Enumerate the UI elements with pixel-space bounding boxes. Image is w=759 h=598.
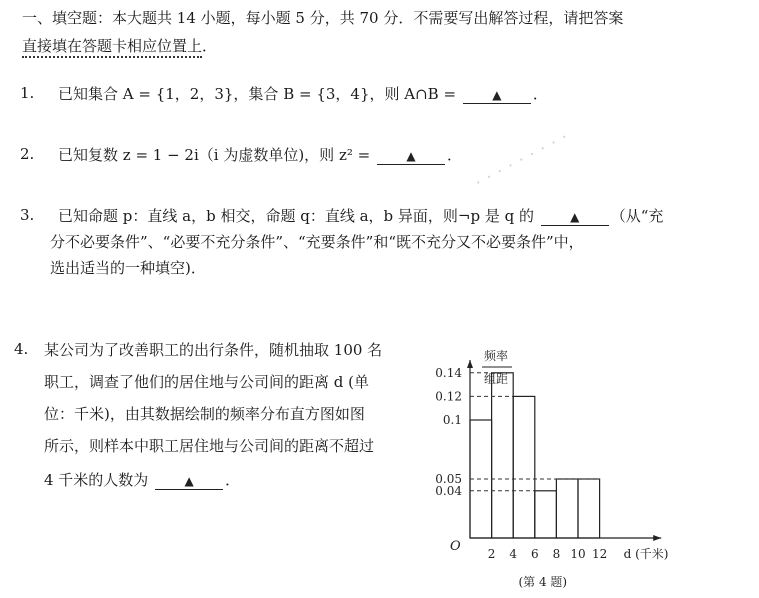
question-3-number: 3.	[20, 206, 35, 224]
question-2-text: 已知复数 z = 1 − 2i（i 为虚数单位)，则 z² =	[58, 146, 371, 164]
y-tick-label: 0.1	[442, 413, 462, 427]
question-3-answer-blank[interactable]	[541, 208, 609, 226]
x-tick-label: 8	[552, 547, 561, 561]
question-4-line1: 某公司为了改善职工的出行条件，随机抽取 100 名	[44, 341, 383, 359]
histogram-bar-8-10	[556, 479, 578, 538]
section-header-line1: 一、填空题：本大题共 14 小题，每小题 5 分，共 70 分．不需要写出解答过程，请把答案	[22, 9, 624, 27]
question-2-answer-blank[interactable]	[377, 147, 445, 165]
question-3-option-hint: （从“充	[610, 207, 664, 225]
question-2	[58, 145, 462, 165]
question-1	[58, 84, 548, 104]
question-1-answer-blank[interactable]	[463, 86, 531, 104]
x-tick-label: 4	[509, 547, 518, 561]
question-4-number: 4.	[14, 340, 29, 358]
question-4-answer-blank[interactable]	[155, 472, 223, 490]
question-1-text: 已知集合 A = {1，2，3}，集合 B = {3，4}，则 A∩B =	[58, 85, 457, 103]
question-2-end: ．	[447, 146, 463, 164]
watermark: · · · · · · · · ·	[471, 126, 572, 193]
question-4-end: ．	[225, 471, 241, 489]
y-axis-label-bottom: 组距	[484, 372, 509, 386]
triangle-icon: ▲	[570, 210, 580, 224]
section-header-emphasis: 直接填在答题卡相应位置上	[22, 37, 202, 58]
triangle-icon: ▲	[492, 88, 502, 102]
x-axis-arrow	[653, 535, 661, 541]
question-3-line2: 分不必要条件”、“必要不充分条件”、“充要条件”和“既不充分又不必要条件”中，	[50, 233, 584, 251]
question-4-line4: 所示，则样本中职工居住地与公司间的距离不超过	[44, 437, 375, 455]
histogram-bars	[470, 373, 600, 538]
figure-caption: (第 4 题)	[518, 575, 568, 589]
question-3-line3: 选出适当的一种填空)．	[50, 259, 206, 277]
y-axis-arrow	[467, 360, 473, 368]
question-4-text: 4 千米的人数为	[44, 471, 149, 489]
frequency-histogram	[420, 340, 720, 598]
histogram-axes	[467, 360, 661, 541]
x-axis-label: d (千米)	[623, 547, 669, 561]
x-tick-label: 10	[570, 547, 586, 561]
histogram-bar-10-12	[578, 479, 600, 538]
histogram-bar-2-4	[492, 373, 514, 538]
question-1-end: ．	[532, 85, 548, 103]
question-4-line2: 职工，调查了他们的居住地与公司间的距离 d (单	[44, 373, 369, 391]
question-2-number: 2.	[20, 145, 35, 163]
histogram-bar-6-8	[535, 491, 557, 538]
triangle-icon: ▲	[406, 149, 416, 163]
question-1-number: 1.	[20, 84, 35, 102]
question-3-text: 已知命题 p：直线 a，b 相交，命题 q：直线 a，b 异面，则¬p 是 q 的	[58, 207, 534, 225]
histogram-bar-4-6	[513, 396, 535, 538]
y-tick-label: 0.04	[435, 483, 462, 498]
y-tick-label: 0.12	[435, 389, 462, 404]
triangle-icon: ▲	[184, 474, 194, 488]
y-axis-label-top: 频率	[484, 349, 509, 363]
section-header-line2	[22, 36, 217, 56]
x-tick-label: 6	[530, 547, 539, 561]
x-tick-label: 2	[487, 547, 496, 561]
x-tick-label: 12	[591, 547, 608, 561]
question-4-line5	[44, 470, 240, 490]
origin-label: O	[450, 539, 461, 554]
question-3-line1	[58, 206, 663, 226]
question-4-line3: 位：千米)，由其数据绘制的频率分布直方图如图	[44, 405, 365, 423]
y-tick-label: 0.14	[435, 365, 462, 380]
y-tick-label: 0.05	[435, 472, 462, 486]
section-header-end: ．	[202, 37, 218, 55]
